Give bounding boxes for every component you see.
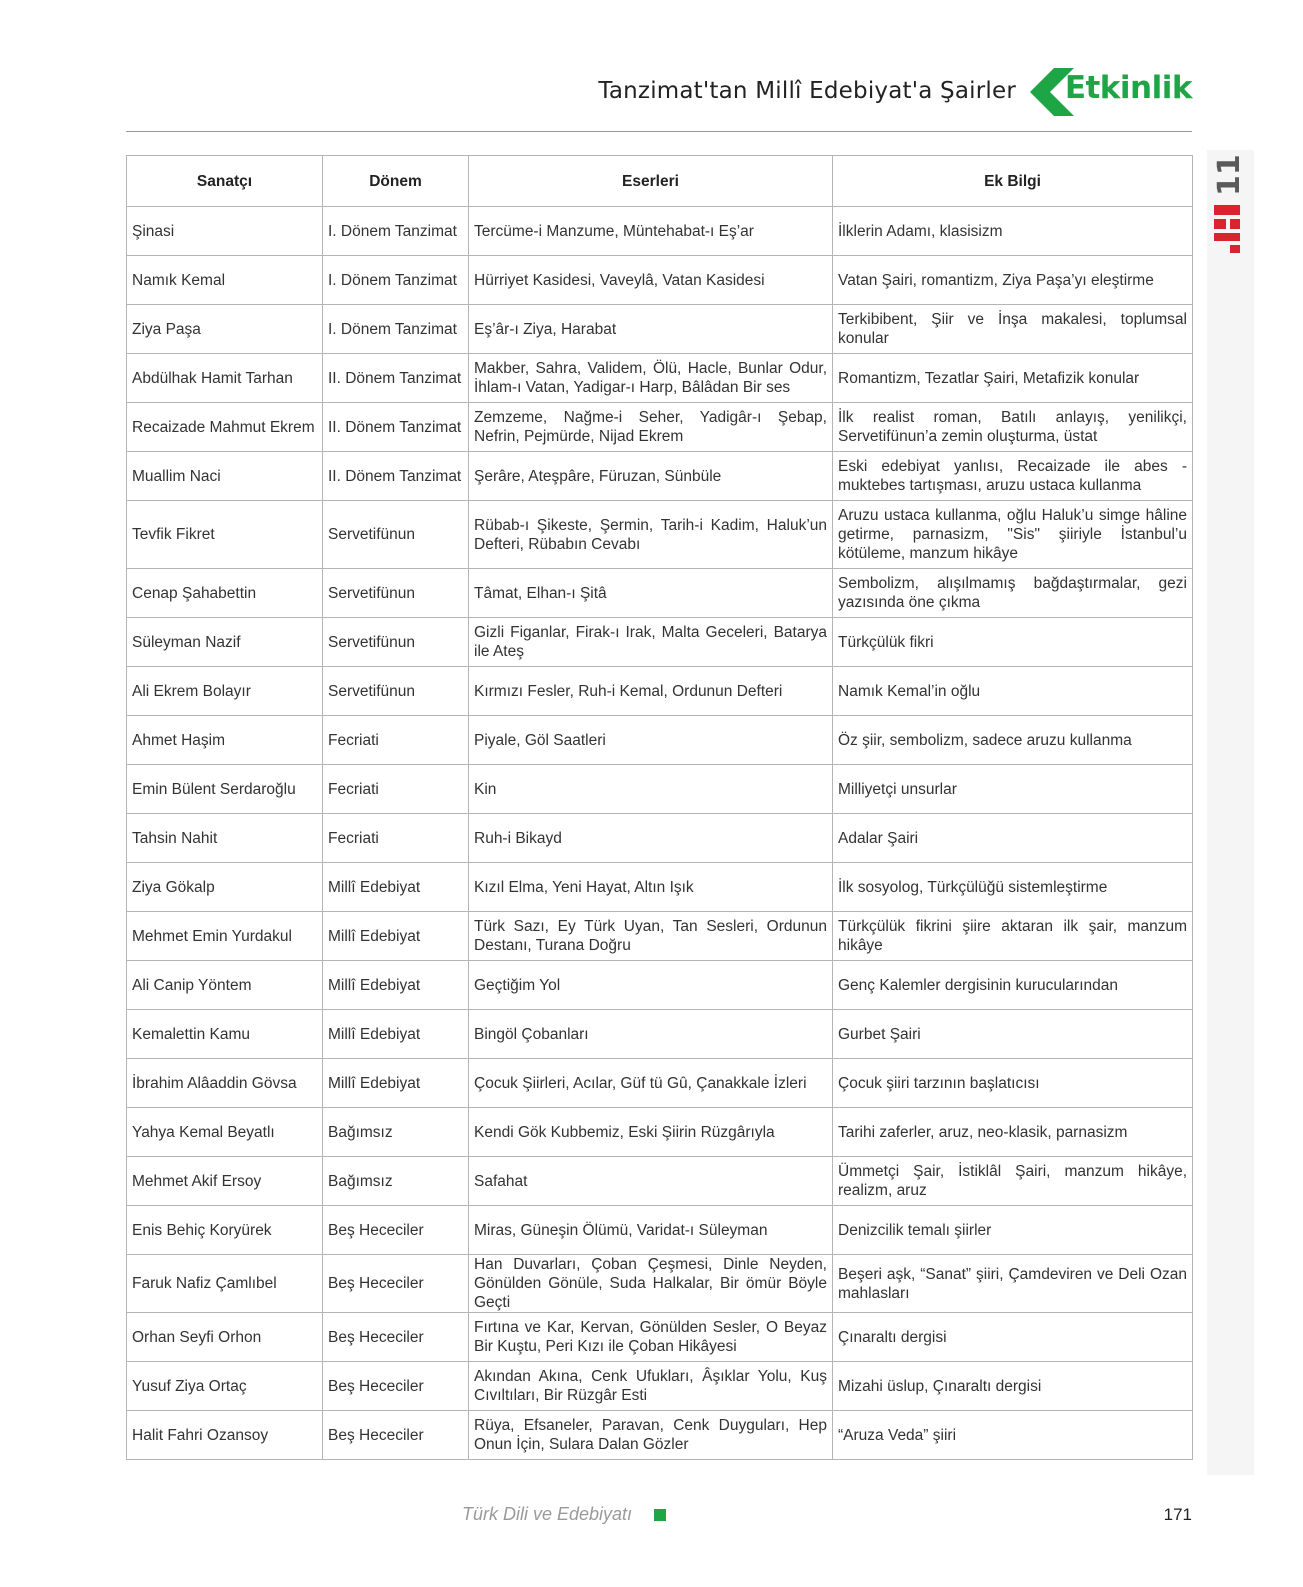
cell-works: Zemzeme, Nağme-i Seher, Yadigâr-ı Şebap, Nefrin, Pejmürde, Nijad Ekrem (469, 403, 833, 452)
table-row (127, 1206, 1193, 1255)
table-body (127, 207, 1193, 1460)
table-row (127, 207, 1193, 256)
cell-period: Servetifünun (323, 618, 469, 667)
table-row (127, 1010, 1193, 1059)
cell-works: Safahat (469, 1157, 833, 1206)
cell-period: Bağımsız (323, 1108, 469, 1157)
cell-extra-info: Türkçülük fikrini şiire aktaran ilk şair, manzum hikâye (833, 912, 1193, 961)
table-header-row (127, 156, 1193, 207)
cell-works: Tâmat, Elhan-ı Şitâ (469, 569, 833, 618)
cell-period: I. Dönem Tanzimat (323, 305, 469, 354)
cell-works: Türk Sazı, Ey Türk Uyan, Tan Sesleri, Ordunun Destanı, Turana Doğru (469, 912, 833, 961)
activity-label: Etkinlik (1064, 70, 1192, 106)
cell-extra-info: Ümmetçi Şair, İstiklâl Şairi, manzum hikâye, realizm, aruz (833, 1157, 1193, 1206)
cell-period: Millî Edebiyat (323, 863, 469, 912)
cell-works: Fırtına ve Kar, Kervan, Gönülden Sesler, O Beyaz Bir Kuştu, Peri Kızı ile Çoban Hikâyesi (469, 1313, 833, 1362)
cell-artist: Ali Canip Yöntem (127, 961, 323, 1010)
cell-extra-info: Denizcilik temalı şiirler (833, 1206, 1193, 1255)
unit-number: 11 (1212, 154, 1247, 196)
footer-square-icon (654, 1509, 666, 1521)
cell-artist: Faruk Nafiz Çamlıbel (127, 1255, 323, 1313)
cell-artist: Emin Bülent Serdaroğlu (127, 765, 323, 814)
cell-extra-info: Eski edebiyat yanlısı, Recaizade ile abes - muktebes tartışması, aruzu ustaca kullanma (833, 452, 1193, 501)
cell-period: I. Dönem Tanzimat (323, 207, 469, 256)
cell-artist: Ali Ekrem Bolayır (127, 667, 323, 716)
table-row (127, 501, 1193, 569)
table-row (127, 1157, 1193, 1206)
cell-artist: Şinasi (127, 207, 323, 256)
cell-period: Servetifünun (323, 501, 469, 569)
page-title: Tanzimat'tan Millî Edebiyat'a Şairler (598, 78, 1016, 104)
cell-artist: Enis Behiç Koryürek (127, 1206, 323, 1255)
table-row (127, 716, 1193, 765)
cell-works: Geçtiğim Yol (469, 961, 833, 1010)
cell-works: Han Duvarları, Çoban Çeşmesi, Dinle Neyden, Gönülden Gönüle, Suda Halkalar, Bir ömür Böyle Geçti (469, 1255, 833, 1313)
cell-works: Tercüme-i Manzume, Müntehabat-ı Eş’ar (469, 207, 833, 256)
table-row (127, 912, 1193, 961)
cell-artist: Tevfik Fikret (127, 501, 323, 569)
cell-works: Rübab-ı Şikeste, Şermin, Tarih-i Kadim, Haluk’un Defteri, Rübabın Cevabı (469, 501, 833, 569)
cell-artist: İbrahim Alâaddin Gövsa (127, 1059, 323, 1108)
cell-works: Çocuk Şiirleri, Acılar, Güf tü Gû, Çanakkale İzleri (469, 1059, 833, 1108)
cell-extra-info: Namık Kemal’in oğlu (833, 667, 1193, 716)
table-row (127, 256, 1193, 305)
cell-period: II. Dönem Tanzimat (323, 354, 469, 403)
cell-extra-info: Milliyetçi unsurlar (833, 765, 1193, 814)
cell-period: Beş Hececiler (323, 1411, 469, 1460)
unit-tab-icon (1212, 203, 1244, 255)
poets-table (126, 155, 1193, 1460)
cell-works: Piyale, Göl Saatleri (469, 716, 833, 765)
cell-extra-info: Öz şiir, sembolizm, sadece aruzu kullanma (833, 716, 1193, 765)
cell-works: Bingöl Çobanları (469, 1010, 833, 1059)
cell-works: Makber, Sahra, Validem, Ölü, Hacle, Bunlar Odur, İhlam-ı Vatan, Yadigar-ı Harp, Bâlâdan Bir ses (469, 354, 833, 403)
cell-works: Ruh-i Bikayd (469, 814, 833, 863)
table-row (127, 1255, 1193, 1313)
table-row (127, 667, 1193, 716)
cell-extra-info: “Aruza Veda” şiiri (833, 1411, 1193, 1460)
cell-extra-info: Adalar Şairi (833, 814, 1193, 863)
cell-extra-info: Genç Kalemler dergisinin kurucularından (833, 961, 1193, 1010)
footer-book-title: Türk Dili ve Edebiyatı (462, 1504, 633, 1524)
cell-artist: Abdülhak Hamit Tarhan (127, 354, 323, 403)
cell-period: Fecriati (323, 814, 469, 863)
cell-artist: Muallim Naci (127, 452, 323, 501)
cell-extra-info: Terkibibent, Şiir ve İnşa makalesi, toplumsal konular (833, 305, 1193, 354)
cell-artist: Ziya Gökalp (127, 863, 323, 912)
cell-period: II. Dönem Tanzimat (323, 452, 469, 501)
cell-period: Beş Hececiler (323, 1313, 469, 1362)
cell-works: Gizli Figanlar, Firak-ı Irak, Malta Geceleri, Batarya ile Ateş (469, 618, 833, 667)
side-strip (1207, 150, 1254, 1475)
cell-works: Eş’âr-ı Ziya, Harabat (469, 305, 833, 354)
table-row (127, 961, 1193, 1010)
cell-extra-info: Mizahi üslup, Çınaraltı dergisi (833, 1362, 1193, 1411)
table-row (127, 354, 1193, 403)
cell-works: Kırmızı Fesler, Ruh-i Kemal, Ordunun Defteri (469, 667, 833, 716)
cell-extra-info: Çınaraltı dergisi (833, 1313, 1193, 1362)
cell-period: II. Dönem Tanzimat (323, 403, 469, 452)
cell-extra-info: İlk sosyolog, Türkçülüğü sistemleştirme (833, 863, 1193, 912)
column-header-works: Eserleri (469, 156, 833, 207)
cell-extra-info: Gurbet Şairi (833, 1010, 1193, 1059)
cell-extra-info: Romantizm, Tezatlar Şairi, Metafizik konular (833, 354, 1193, 403)
cell-artist: Yusuf Ziya Ortaç (127, 1362, 323, 1411)
table-row (127, 305, 1193, 354)
cell-period: Millî Edebiyat (323, 1010, 469, 1059)
table-row (127, 765, 1193, 814)
column-header-extra-info: Ek Bilgi (833, 156, 1193, 207)
cell-period: Fecriati (323, 716, 469, 765)
cell-extra-info: Türkçülük fikri (833, 618, 1193, 667)
cell-period: Fecriati (323, 765, 469, 814)
cell-artist: Kemalettin Kamu (127, 1010, 323, 1059)
cell-extra-info: İlklerin Adamı, klasisizm (833, 207, 1193, 256)
cell-period: Servetifünun (323, 569, 469, 618)
cell-works: Kin (469, 765, 833, 814)
cell-works: Kendi Gök Kubbemiz, Eski Şiirin Rüzgârıyla (469, 1108, 833, 1157)
cell-artist: Süleyman Nazif (127, 618, 323, 667)
header-divider (126, 131, 1192, 132)
cell-extra-info: Sembolizm, alışılmamış bağdaştırmalar, gezi yazısında öne çıkma (833, 569, 1193, 618)
cell-period: Beş Hececiler (323, 1255, 469, 1313)
cell-works: Rüya, Efsaneler, Paravan, Cenk Duyguları, Hep Onun İçin, Sulara Dalan Gözler (469, 1411, 833, 1460)
cell-artist: Cenap Şahabettin (127, 569, 323, 618)
cell-artist: Yahya Kemal Beyatlı (127, 1108, 323, 1157)
cell-period: I. Dönem Tanzimat (323, 256, 469, 305)
cell-works: Şerâre, Ateşpâre, Füruzan, Sünbüle (469, 452, 833, 501)
table-row (127, 814, 1193, 863)
cell-period: Millî Edebiyat (323, 912, 469, 961)
cell-works: Hürriyet Kasidesi, Vaveylâ, Vatan Kasidesi (469, 256, 833, 305)
cell-artist: Tahsin Nahit (127, 814, 323, 863)
cell-extra-info: Çocuk şiiri tarzının başlatıcısı (833, 1059, 1193, 1108)
table-row (127, 452, 1193, 501)
cell-artist: Recaizade Mahmut Ekrem (127, 403, 323, 452)
table-row (127, 569, 1193, 618)
cell-period: Millî Edebiyat (323, 961, 469, 1010)
table-row (127, 1411, 1193, 1460)
cell-artist: Ahmet Haşim (127, 716, 323, 765)
column-header-period: Dönem (323, 156, 469, 207)
cell-artist: Namık Kemal (127, 256, 323, 305)
cell-artist: Mehmet Akif Ersoy (127, 1157, 323, 1206)
cell-period: Servetifünun (323, 667, 469, 716)
cell-works: Kızıl Elma, Yeni Hayat, Altın Işık (469, 863, 833, 912)
cell-period: Beş Hececiler (323, 1362, 469, 1411)
cell-extra-info: Aruzu ustaca kullanma, oğlu Haluk’u simge hâline getirme, parnasizm, "Sis" şiiriyle İstanbul’u kötüleme, manzum hikâye (833, 501, 1193, 569)
table-row (127, 403, 1193, 452)
column-header-artist: Sanatçı (127, 156, 323, 207)
table-row (127, 1313, 1193, 1362)
page-number: 171 (1163, 1505, 1192, 1524)
cell-artist: Ziya Paşa (127, 305, 323, 354)
cell-extra-info: Vatan Şairi, romantizm, Ziya Paşa’yı eleştirme (833, 256, 1193, 305)
cell-works: Miras, Güneşin Ölümü, Varidat-ı Süleyman (469, 1206, 833, 1255)
table-row (127, 863, 1193, 912)
cell-artist: Mehmet Emin Yurdakul (127, 912, 323, 961)
cell-period: Bağımsız (323, 1157, 469, 1206)
cell-artist: Halit Fahri Ozansoy (127, 1411, 323, 1460)
cell-artist: Orhan Seyfi Orhon (127, 1313, 323, 1362)
cell-extra-info: Beşeri aşk, “Sanat” şiiri, Çamdeviren ve Deli Ozan mahlasları (833, 1255, 1193, 1313)
cell-extra-info: Tarihi zaferler, aruz, neo-klasik, parnasizm (833, 1108, 1193, 1157)
table-row (127, 618, 1193, 667)
table-row (127, 1059, 1193, 1108)
page-header (126, 66, 1192, 116)
table-row (127, 1108, 1193, 1157)
cell-extra-info: İlk realist roman, Batılı anlayış, yenilikçi, Servetifünun’a zemin oluşturma, üstat (833, 403, 1193, 452)
cell-works: Akından Akına, Cenk Ufukları, Âşıklar Yolu, Kuş Cıvıltıları, Bir Rüzgâr Esti (469, 1362, 833, 1411)
table-row (127, 1362, 1193, 1411)
cell-period: Beş Hececiler (323, 1206, 469, 1255)
cell-period: Millî Edebiyat (323, 1059, 469, 1108)
